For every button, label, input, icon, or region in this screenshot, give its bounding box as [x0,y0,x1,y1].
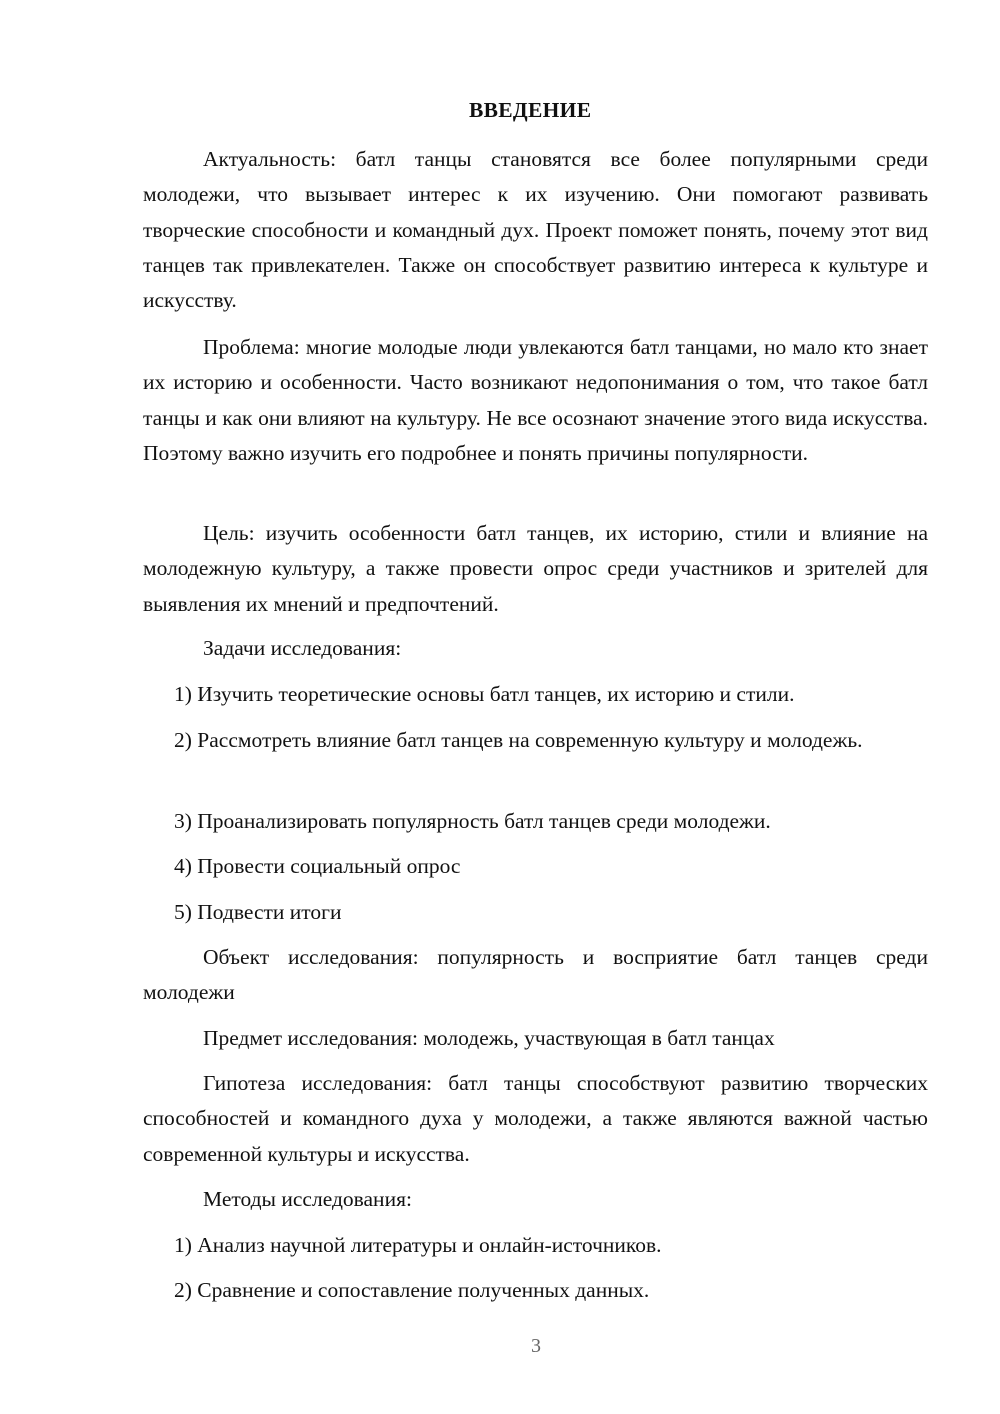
goal-paragraph: Цель: изучить особенности батл танцев, их историю, стили и влияние на молодежную культуру, а также провести опрос среди участников и зрителей для выявления их мнений и предпочтений. [143,521,928,616]
task-item-1: 1) Изучить теоретические основы батл танцев, их историю и стили. [174,682,795,706]
task-item-2: 2) Рассмотреть влияние батл танцев на современную культуру и молодежь. [174,728,863,752]
task-item-5: 5) Подвести итоги [174,900,342,924]
tasks-heading: Задачи исследования: [203,636,402,660]
hypothesis-paragraph: Гипотеза исследования: батл танцы способствуют развитию творческих способностей и командного духа у молодежи, а также являются важной частью современной культуры и искусства. [143,1071,928,1166]
page-title: ВВЕДЕНИЕ [469,98,592,122]
relevance-paragraph: Актуальность: батл танцы становятся все более популярными среди молодежи, что вызывает интерес к их изучению. Они помогают развивать творческие способности и командный дух. Проект поможет понять, почему этот вид танцев так привлекателен. Также он способствует развитию интереса к культуре и искусству. [143,147,928,313]
page-number: 3 [531,1335,541,1357]
object-paragraph: Объект исследования: популярность и восприятие батл танцев среди молодежи [143,945,928,1005]
subject-paragraph: Предмет исследования: молодежь, участвующая в батл танцах [203,1026,775,1050]
task-item-4: 4) Провести социальный опрос [174,854,461,878]
problem-paragraph: Проблема: многие молодые люди увлекаются батл танцами, но мало кто знает их историю и особенности. Часто возникают недопонимания о том, что такое батл танцы и как они влияют на культуру. Не все осознают значение этого вида искусства. Поэтому важно изучить его подробнее и понять причины популярности. [143,335,928,465]
method-item-1: 1) Анализ научной литературы и онлайн-источников. [174,1233,662,1257]
methods-heading: Методы исследования: [203,1187,412,1211]
task-item-3: 3) Проанализировать популярность батл танцев среди молодежи. [174,809,771,833]
method-item-2: 2) Сравнение и сопоставление полученных данных. [174,1278,650,1302]
